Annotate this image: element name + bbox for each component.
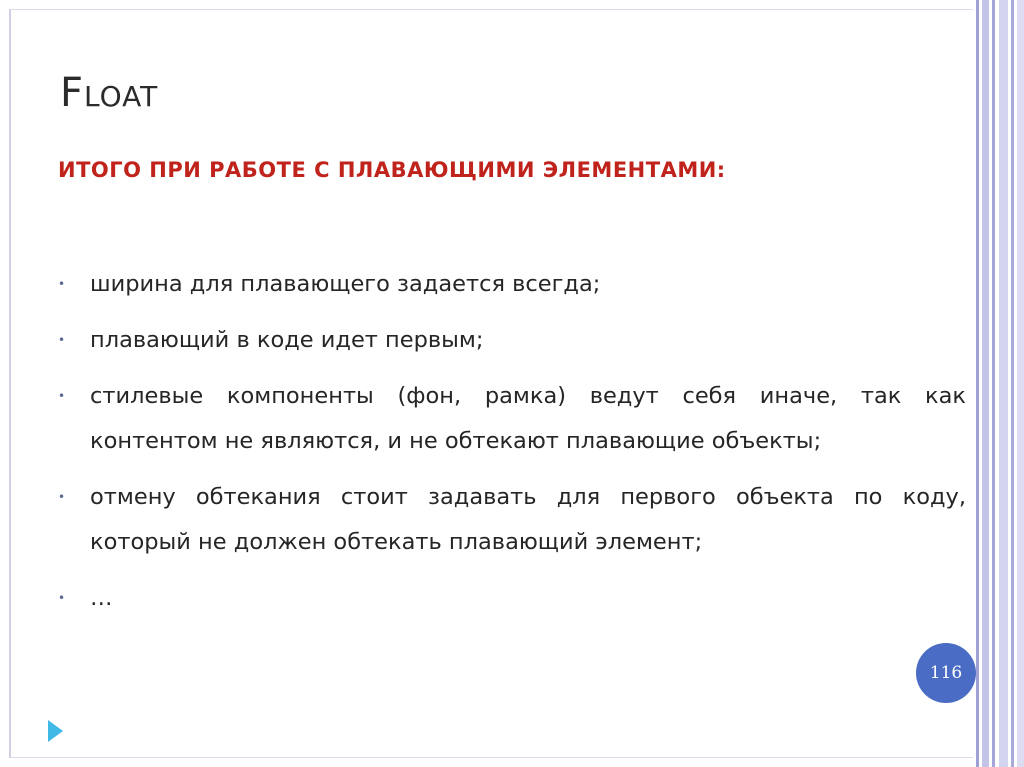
bullet-item — [54, 475, 966, 565]
bullet-text: стилевые компоненты (фон, рамка) ведут себя иначе, так как контентом не являются, и не обтекают плавающие объекты; — [90, 383, 966, 454]
bullet-item — [54, 318, 966, 363]
bullet-text: … — [90, 585, 113, 611]
bullet-list — [54, 262, 966, 632]
decorative-stripe — [1011, 0, 1014, 767]
bullet-dot-icon: • — [58, 333, 66, 347]
decorative-stripe — [1017, 0, 1024, 767]
decorative-stripe — [982, 0, 989, 767]
bullet-item — [54, 576, 966, 621]
page-number-badge: 116 — [916, 643, 976, 703]
bullet-dot-icon: • — [58, 490, 66, 504]
slide-title: Float — [60, 70, 159, 116]
bullet-text: отмену обтекания стоит задавать для первого объекта по коду, который не должен обтекать плавающий элемент; — [90, 484, 966, 555]
play-arrow-icon[interactable] — [48, 720, 63, 742]
decorative-stripe — [976, 0, 979, 767]
decorative-stripe — [999, 0, 1008, 767]
bullet-text: ширина для плавающего задается всегда; — [90, 271, 601, 297]
bullet-dot-icon: • — [58, 389, 66, 403]
bullet-item — [54, 374, 966, 464]
bullet-dot-icon: • — [58, 277, 66, 291]
bullet-dot-icon: • — [58, 591, 66, 605]
decorative-stripe — [992, 0, 995, 767]
bullet-item — [54, 262, 966, 307]
bullet-text: плавающий в коде идет первым; — [90, 327, 484, 353]
slide-subtitle: ИТОГО ПРИ РАБОТЕ С ПЛАВАЮЩИМИ ЭЛЕМЕНТАМИ: — [58, 158, 726, 182]
